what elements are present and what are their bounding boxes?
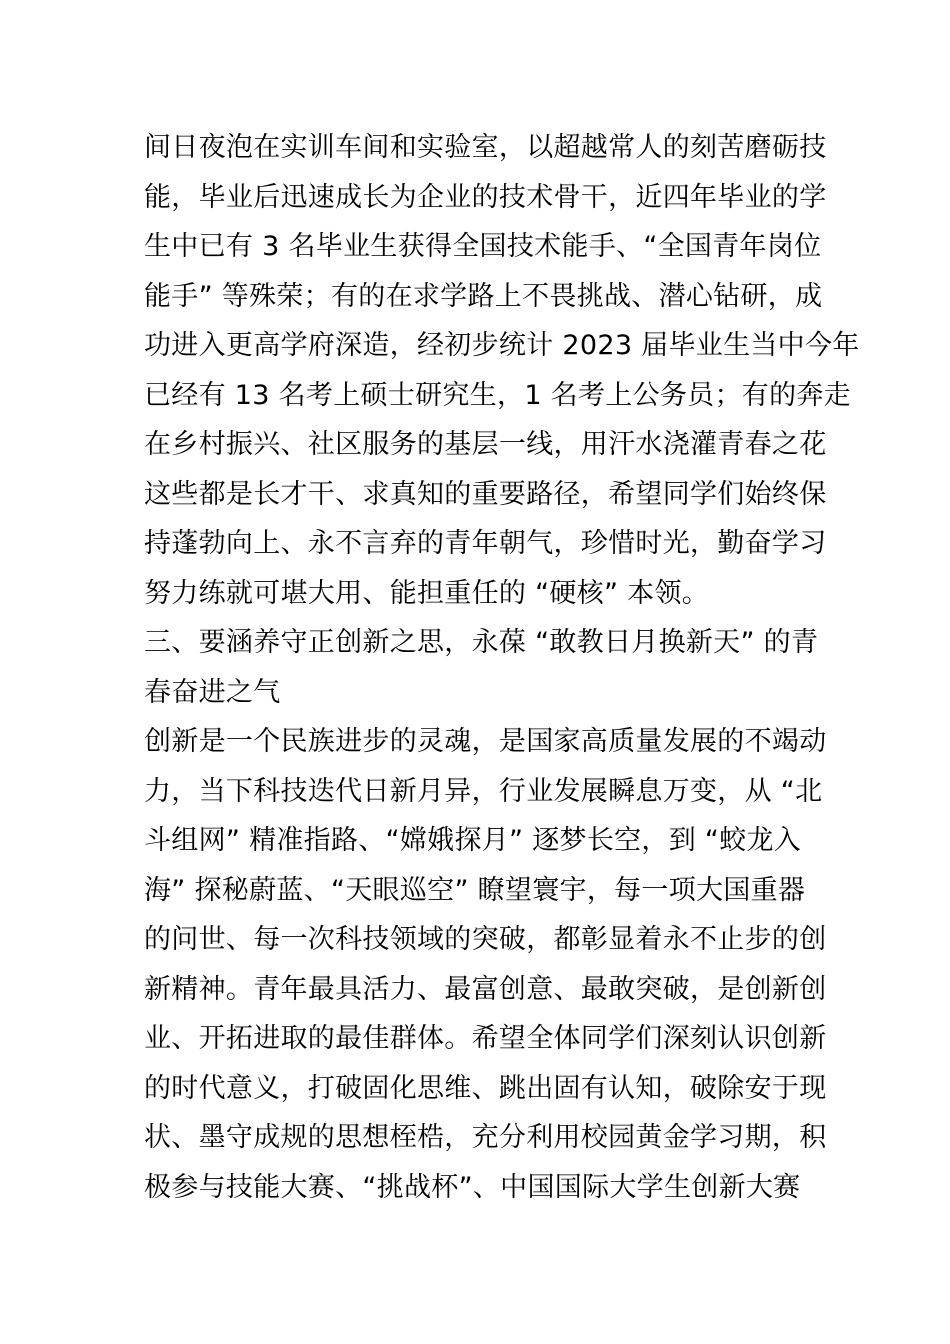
- text-line: 持蓬勃向上、永不言弃的青年朝气，珍惜时光，勤奋学习: [144, 528, 827, 559]
- text-line: 已经有 13 名考上硕士研究生，1 名考上公务员；有的奔走: [144, 379, 851, 411]
- text-line: 极参与技能大赛、“挑战杯”、中国国际大学生创新大赛: [144, 1171, 801, 1203]
- text-line: 新精神。青年最具活力、最富创意、最敢突破，是创新创: [144, 973, 827, 1005]
- text-line: 能，毕业后迅速成长为企业的技术骨干，近四年毕业的学: [144, 181, 827, 213]
- text-line: 力，当下科技迭代日新月异，行业发展瞬息万变，从 “北: [144, 775, 823, 807]
- text-line: 努力练就可堪大用、能担重任的 “硬核” 本领。: [144, 577, 710, 609]
- text-line: 生中已有 3 名毕业生获得全国技术能手、“全国青年岗位: [144, 231, 822, 262]
- text-line: 海” 探秘蔚蓝、“天眼巡空” 瞭望寰宇，每一项大国重器: [144, 874, 806, 906]
- body-text: [144, 123, 860, 1212]
- text-line: 在乡村振兴、社区服务的基层一线，用汗水浇灌青春之花: [144, 429, 827, 460]
- text-line: 业、开拓进取的最佳群体。希望全体同学们深刻认识创新: [144, 1023, 827, 1054]
- text-line: 创新是一个民族进步的灵魂，是国家高质量发展的不竭动: [144, 726, 827, 757]
- text-line: 的时代意义，打破固化思维、跳出固有认知，破除安于现: [144, 1072, 827, 1104]
- text-line: 能手” 等殊荣；有的在求学路上不畏挑战、潜心钻研，成: [144, 280, 823, 312]
- text-line: 功进入更高学府深造，经初步统计 2023 届毕业生当中今年: [144, 330, 860, 361]
- section-heading-line: 春奋进之气: [144, 676, 281, 708]
- text-line: 的问世、每一次科技领域的突破，都彰显着永不止步的创: [144, 924, 827, 955]
- text-line: 这些都是长才干、求真知的重要路径，希望同学们始终保: [144, 478, 827, 510]
- text-line: 间日夜泡在实训车间和实验室，以超越常人的刻苦磨砺技: [144, 132, 827, 163]
- section-heading-line: 三、要涵养守正创新之思，永葆 “敢教日月换新天” 的青: [144, 627, 819, 658]
- text-line: 状、墨守成规的思想桎梏，充分利用校园黄金学习期，积: [144, 1122, 827, 1153]
- text-line: 斗组网” 精准指路、“嫦娥探月” 逐梦长空，到 “蛟龙入: [144, 825, 802, 856]
